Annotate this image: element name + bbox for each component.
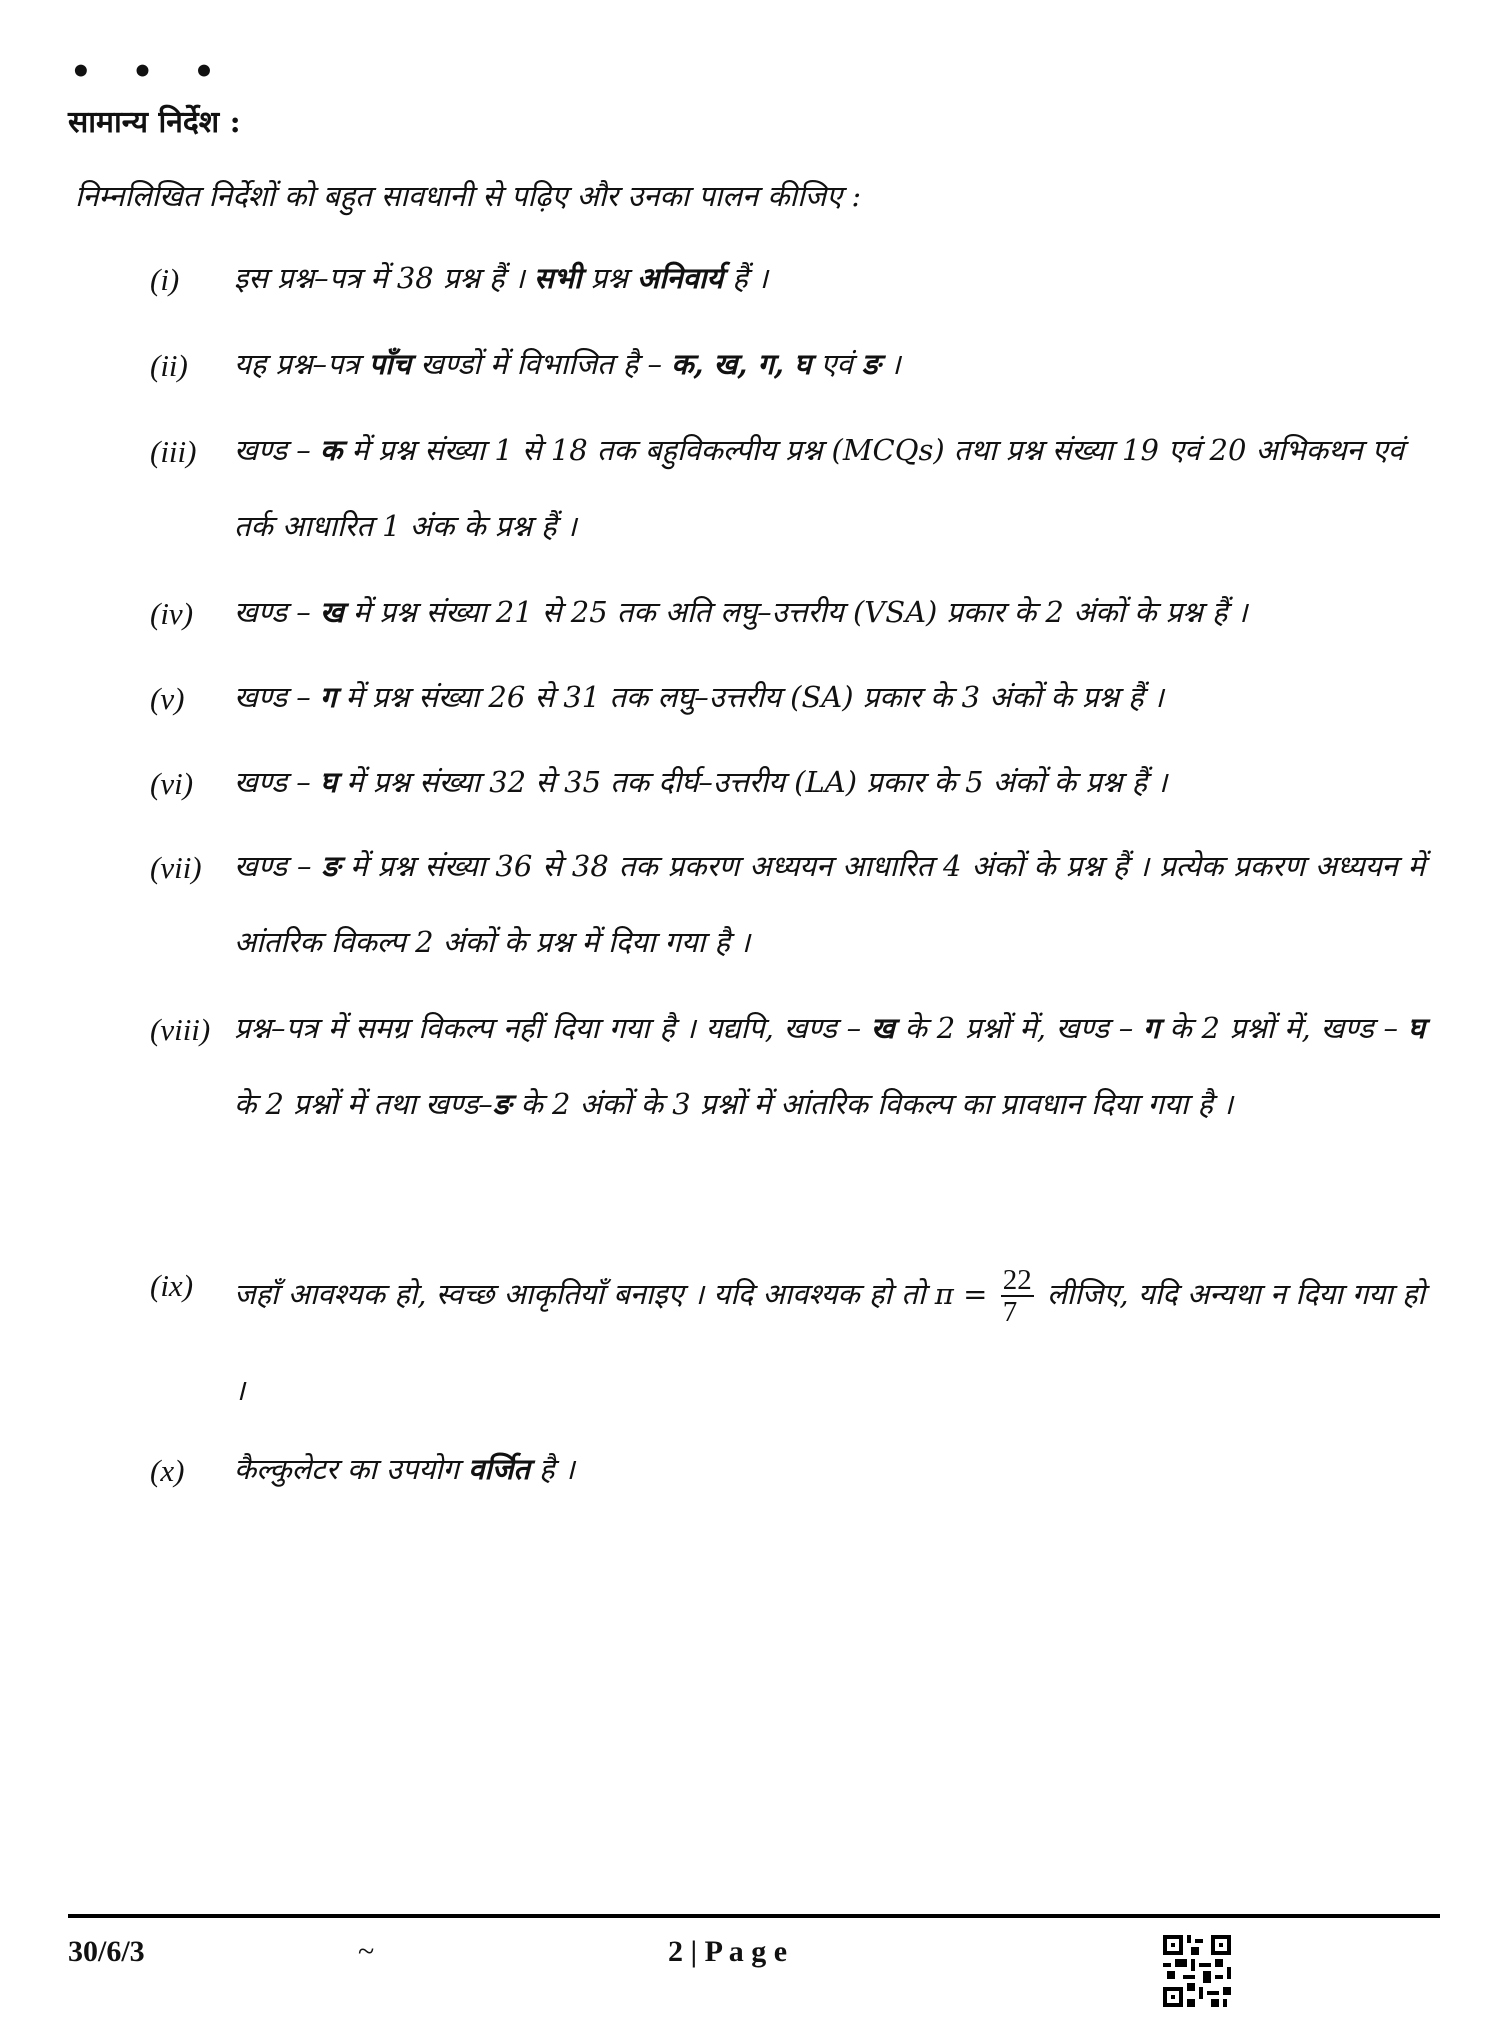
text-segment: के 2 प्रश्नों में, खण्ड – (1159, 1011, 1408, 1045)
emphasized-text: क, ख, ग, घ (671, 347, 812, 381)
item-number: (ix) (150, 1268, 194, 1303)
item-text (234, 326, 1425, 402)
text-segment: लीजिए, यदि अन्यथा न दिया गया हो । (234, 1277, 1425, 1407)
text-segment: में प्रश्न संख्या 1 से 18 तक बहुविकल्पीय प्रश्न (MCQs) तथा प्रश्न संख्या 19 एवं 20 अभिकथन एवं तर्क आधारित 1 अंक के प्रश्न हैं । (234, 433, 1405, 543)
item-number: (iv) (150, 596, 194, 631)
paper-code: 30/6/3 (68, 1935, 145, 1968)
footer-mark: ~ (358, 1935, 375, 1968)
text-segment: जहाँ आवश्यक हो, स्वच्छ आकृतियाँ बनाइए । यदि आवश्यक हो तो π = (234, 1277, 997, 1311)
footer-divider (68, 1914, 1440, 1918)
text-segment: । (880, 347, 901, 381)
item-text (234, 1431, 1425, 1507)
item-number: (vii) (150, 850, 202, 885)
text-segment: के 2 प्रश्नों में तथा खण्ड– (234, 1087, 493, 1121)
fraction-denominator: 7 (1002, 1296, 1018, 1328)
item-number: (v) (150, 681, 185, 716)
text-segment: प्रश्न–पत्र में समग्र विकल्प नहीं दिया गया है । यद्यपि, खण्ड – (234, 1011, 871, 1045)
text-segment: कैल्कुलेटर का उपयोग (234, 1452, 469, 1486)
emphasized-text: ख (870, 1011, 895, 1045)
text-segment: में प्रश्न संख्या 26 से 31 तक लघु–उत्तरीय (SA) प्रकार के 3 अंकों के प्रश्न हैं । (336, 680, 1164, 714)
emphasized-text: घ (1407, 1011, 1425, 1045)
text-segment: खण्ड – (234, 680, 320, 714)
emphasized-text: ग (319, 680, 337, 714)
item-text (234, 240, 1425, 316)
item-number: (i) (150, 262, 180, 297)
text-segment: खण्डों में विभाजित है – (411, 347, 672, 381)
qr-code-icon (1163, 1935, 1231, 2007)
emphasized-text: वर्जित (468, 1452, 530, 1486)
item-number: (ii) (150, 348, 188, 383)
text-segment: में प्रश्न संख्या 21 से 25 तक अति लघु–उत्तरीय (VSA) प्रकार के 2 अंकों के प्रश्न हैं । (343, 595, 1248, 629)
item-number: (iii) (150, 434, 197, 469)
emphasized-text: ङ (321, 849, 341, 883)
text-segment: खण्ड – (234, 765, 320, 799)
emphasized-text: घ (319, 765, 338, 799)
emphasized-text: ख (319, 595, 344, 629)
decorative-dots: • • • (70, 52, 229, 92)
item-number: (vi) (150, 766, 194, 801)
instructions-intro: निम्नलिखित निर्देशों को बहुत सावधानी से पढ़िए और उनका पालन कीजिए : (75, 179, 862, 213)
text-segment: इस प्रश्न–पत्र में 38 प्रश्न हैं । (234, 261, 534, 295)
text-segment: खण्ड – (234, 849, 322, 883)
text-segment: है । (529, 1452, 575, 1486)
text-segment: में प्रश्न संख्या 32 से 35 तक दीर्घ–उत्तरीय (LA) प्रकार के 5 अंकों के प्रश्न हैं । (337, 765, 1168, 799)
pi-fraction (1001, 1265, 1034, 1328)
text-segment: के 2 अंकों के 3 प्रश्नों में आंतरिक विकल्प का प्रावधान दिया गया है । (511, 1087, 1234, 1121)
general-instructions-heading: सामान्य निर्देश : (68, 105, 241, 140)
item-text (234, 412, 1425, 564)
text-segment: खण्ड – (234, 433, 320, 467)
item-text (234, 659, 1425, 735)
item-number: (x) (150, 1453, 185, 1488)
page-number: 2 | P a g e (668, 1935, 788, 1968)
text-segment: प्रश्न (581, 261, 637, 295)
emphasized-text: ङ (861, 347, 881, 381)
text-segment: यह प्रश्न–पत्र (234, 347, 369, 381)
emphasized-text: ङ (492, 1087, 512, 1121)
item-text (234, 990, 1425, 1142)
emphasized-text: ग (1143, 1011, 1160, 1045)
text-segment: खण्ड – (234, 595, 320, 629)
item-text (234, 828, 1425, 980)
item-text (234, 744, 1425, 820)
text-segment: में प्रश्न संख्या 36 से 38 तक प्रकरण अध्ययन आधारित 4 अंकों के प्रश्न हैं । प्रत्येक प्रकरण अध्ययन में आंतरिक विकल्प 2 अंकों के प्रश्न में दिया गया है । (234, 849, 1425, 959)
text-segment: हैं । (723, 261, 769, 295)
item-text (234, 1246, 1425, 1438)
item-text (234, 574, 1425, 650)
emphasized-text: अनिवार्य (636, 261, 724, 295)
emphasized-text: पाँच (368, 347, 412, 381)
emphasized-text: क (319, 433, 343, 467)
text-segment: एवं (811, 347, 862, 381)
item-number: (viii) (150, 1012, 211, 1047)
emphasized-text: सभी (534, 261, 582, 295)
text-segment: के 2 प्रश्नों में, खण्ड – (894, 1011, 1144, 1045)
fraction-numerator: 22 (1002, 1263, 1032, 1296)
